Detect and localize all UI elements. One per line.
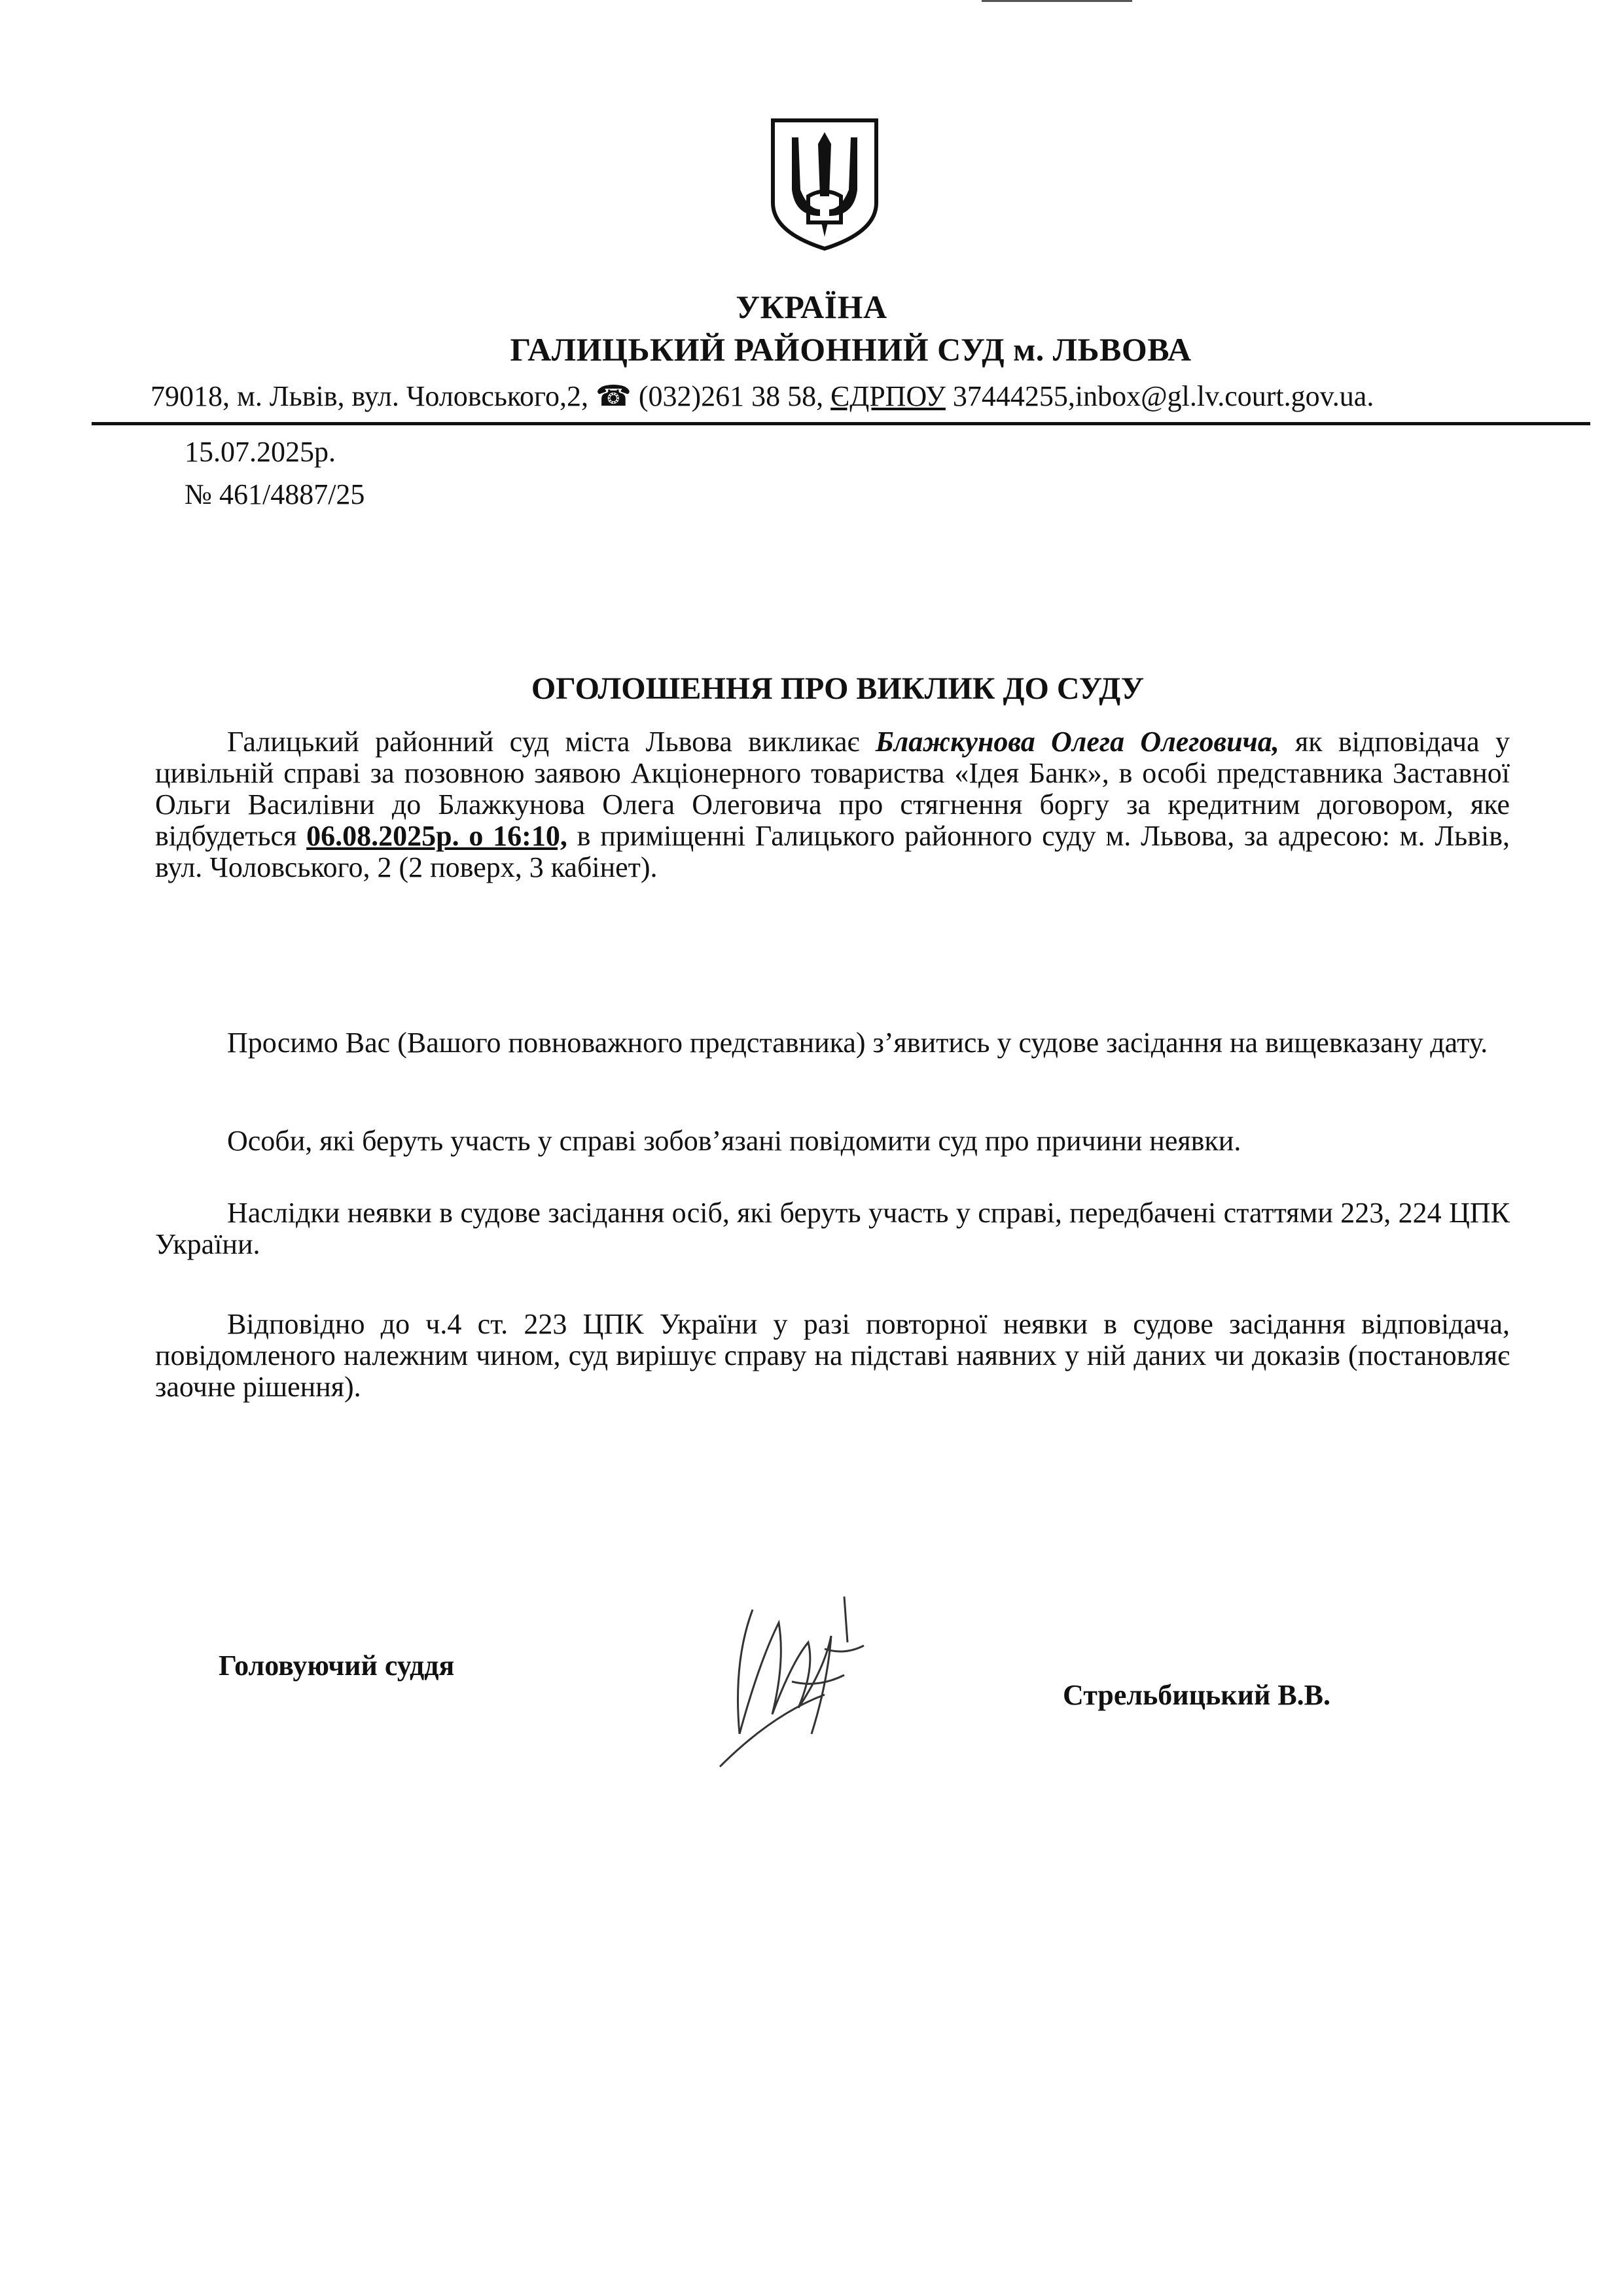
document-number: № 461/4887/25: [185, 478, 365, 510]
hearing-datetime: 06.08.2025р. о 16:10,: [306, 820, 567, 852]
court-phone: (032)261 38 58,: [638, 380, 824, 412]
edrpou-email: 37444255,inbox@gl.lv.court.gov.ua.: [952, 380, 1374, 412]
signature-role: Головуючий суддя: [219, 1650, 455, 1682]
paragraph-consequences: Наслідки неявки в судове засідання осіб, які беруть участь у справі, передбачені статтями 223, 224 ЦПК України.: [155, 1197, 1510, 1260]
summons-text: в приміщенні Галицького районного суду м. Львова, за адресою: м. Львів, вул. Чоловського, 2 (2 поверх, 3 кабінет).: [155, 820, 1510, 883]
handwritten-signature: [694, 1583, 910, 1780]
header-court-name: ГАЛИЦЬКИЙ РАЙОННИЙ СУД м. ЛЬВОВА: [510, 331, 1192, 368]
edrpou-label: ЄДРПОУ: [830, 380, 946, 412]
document-title: ОГОЛОШЕННЯ ПРО ВИКЛИК ДО СУДУ: [531, 671, 1145, 706]
coat-of-arms-trident-icon: [769, 118, 880, 252]
scan-artifact-line: [982, 0, 1132, 2]
header-divider: [92, 422, 1590, 425]
header-address-line: [151, 380, 1374, 414]
document-date: 15.07.2025р.: [185, 436, 336, 468]
paragraph-summons: [155, 726, 1510, 883]
summons-text: Галицький районний суд міста Львова викликає: [227, 726, 876, 758]
court-address: 79018, м. Львів, вул. Чоловського,2,: [151, 380, 589, 412]
summons-text: як відповідача у цивільній справі за позовною заявою Акціонерного товариства «Ідея Банк», в особі представника Заставної Ольги Василівни до Блажкунова Олега Олеговича про стягнення боргу за кредитним договором, яке відбудеться: [155, 726, 1510, 852]
paragraph-request: Просимо Вас (Вашого повноважного представника) з’явитись у судове засідання на вищевказану дату.: [227, 1027, 1488, 1059]
paragraph-obligation: Особи, які беруть участь у справі зобов’язані повідомити суд про причини неявки.: [227, 1125, 1241, 1157]
defendant-name: Блажкунова Олега Олеговича,: [875, 726, 1279, 758]
paragraph-default-judgment: Відповідно до ч.4 ст. 223 ЦПК України у разі повторної неявки в судове засідання відповідача, повідомленого належним чином, суд вирішує справу на підставі наявних у ній даних чи доказів (постановляє заочне рішення).: [155, 1308, 1510, 1403]
phone-icon: ☎: [596, 380, 632, 412]
header-country: УКРАЇНА: [736, 289, 887, 325]
judge-name: Стрельбицький В.В.: [1063, 1679, 1331, 1711]
